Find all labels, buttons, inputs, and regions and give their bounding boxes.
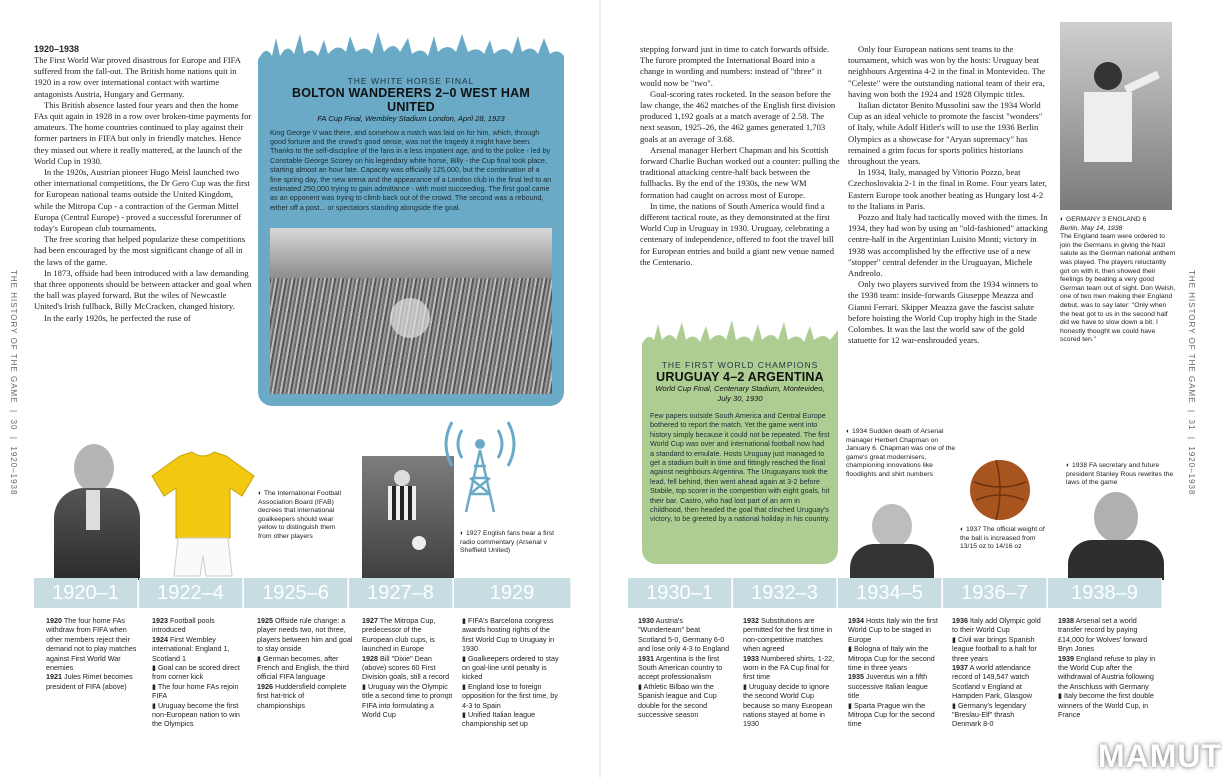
timeline-year: 1932–3 [733, 578, 837, 608]
paragraph: Only two players survived from the 1934 winners to the 1938 team: inside-forwards Giuseppe Meazza and Gianni Ferrari. Skipper Meazza gave the fascist salute before hoisting the World Cup trophy high in the Stade Colombes. It was the last the world saw of the gold statuette for 12 war-enshrouded years. [848, 279, 1038, 346]
box-kicker: THE WHITE HORSE FINAL [347, 76, 475, 86]
ifab-caption: ◐ The International Football Association Board (IFAB) decrees that international goalkeepers should wear yellow to distinguish them from other players [258, 490, 341, 540]
timeline-year: 1938–9 [1048, 578, 1162, 608]
timeline-events: 1936 Italy add Olympic gold to their World Cup ▮ Civil war brings Spanish league football to a halt for three years 1937 A world attendance record of 149,547 watch Scotland v England at Hampden Park, Glasgow ▮ Germany's legendary "Breslau-Elf" thrash Denmark 8-0 [952, 616, 1041, 729]
intro-column [34, 44, 252, 324]
caption-subtitle: Berlin, May 14, 1938 [1060, 224, 1123, 232]
germany-england-caption [1060, 216, 1176, 345]
radio-caption: ◐ 1927 English fans hear a first radio commentary (Arsenal v Sheffield United) [460, 530, 555, 555]
caption-title: ◐ GERMANY 3 ENGLAND 6 [1060, 216, 1147, 223]
box-title: URUGUAY 4–2 ARGENTINA [656, 370, 824, 384]
timeline-events: 1927 The Mitropa Cup, predecessor of the European club cups, is launched in Europe 1928 Bill "Dixie" Dean (above) scores 60 First Division goals, still a record ▮ Uruguay win the Olympic title a second time to prompt FIFA into formulating a World Cup [362, 616, 453, 720]
radio-mast-icon [440, 408, 520, 514]
box-kicker: THE FIRST WORLD CHAMPIONS [661, 360, 819, 370]
page-gutter [599, 0, 601, 778]
paragraph: Arsenal manager Herbert Chapman and his Scottish forward Charlie Buchan worked out a counter: pulling the traditional attacking centre-half back between the fullbacks. By the end of the 1930s, the new WM formation had caught on across most of Europe. [640, 144, 840, 200]
paragraph: In the 1920s, Austrian pioneer Hugo Meisl launched two other international competitions, the Dr Gero Cup was the first for European national teams outside the United Kingdom, while the Mitropa Cup - a contraction of the German Mittel Europa (Central Europe) - proved a successful forerunner of today's European club tournaments. [34, 167, 250, 234]
timeline-events: 1925 Offside rule change: a player needs two, not three, players between him and goal to stay onside ▮ German becomes, after French and English, the third official FIFA language 1926 Huddersfield complete first hat-trick of championships [257, 616, 353, 710]
box-text: Few papers outside South America and Central Europe bothered to report the match. Yet the game went into history simply because it could not be repeated. The first World Cup was over and international football now had a standard to emulate. Hosts Uruguay just managed to get a stadium built in time and fittingly reached the final against neighbours Argentina. The Uruguayans took the lead, fell behind, then went ahead again at 3-2 before Stabile, top scorer in the competition with eight goals, hit their bar. Castro, who had lost part of an arm in childhood, then headed the goal that clinched Uruguay's victory, to be greeted by a national holiday in his country. [650, 411, 830, 524]
timeline-year: 1920–1 [34, 578, 138, 608]
timeline-year: 1930–1 [628, 578, 732, 608]
timeline-year: 1936–7 [943, 578, 1047, 608]
timeline-events: 1930 Austria's "Wunderteam" beat Scotland 5-0, Germany 6-0 and lose only 4-3 to England 1931 Argentina is the first South American country to accept professionalism ▮ Athletic Bilbao win the Spanish league and Cup double for the second successive season [638, 616, 730, 720]
watermark: MAMUT [1098, 738, 1222, 774]
stanley-rous-photo [1066, 490, 1166, 578]
rous-caption: ◐ 1938 FA secretary and future president Stanley Rous rewrites the laws of the game [1066, 462, 1174, 487]
goalkeeper-shirt-icon [150, 452, 256, 578]
right-running-head: THE HISTORY OF THE GAME | 31 | 1920–1938 [1187, 270, 1196, 496]
paragraph: This British absence lasted four years and then the home FAs quit again in 1928 in a row over broken-time payments for amateurs. The home countries continued to play against their former partners in FIFA but only in friendly matches. Hence they missed out where it really mattered, at the launch of the World Cup in 1930. [34, 99, 252, 166]
paragraph: The First World War proved disastrous for Europe and FIFA suffered from the fall-out. The British home nations quit in 1920 in a row over international contact with wartime antagonists Austria, Hungary and Germany. [34, 55, 241, 99]
chapman-caption: ◐ 1934 Sudden death of Arsenal manager Herbert Chapman on January 6. Chapman was one of the game's great modernisers, championing innovations like floodlights and shirt numbers [846, 428, 956, 478]
timeline-year: 1934–5 [838, 578, 942, 608]
box-subtitle: FA Cup Final, Wembley Stadium London, April 28, 1923 [317, 114, 505, 123]
herbert-chapman-photo [846, 500, 938, 578]
box-subtitle: World Cup Final, Centenary Stadium, Montevideo, July 30, 1930 [655, 384, 825, 403]
timeline-events: ▮ FIFA's Barcelona congress awards hosting rights of the first World Cup to Uruguay in 1930 ▮ Goalkeepers ordered to stay on goal-line until penalty is kicked ▮ England lose to foreign opposition for the first time, by 4-3 to Spain ▮ Unified Italian league championship set up [462, 616, 559, 729]
timeline-events: 1932 Substitutions are permitted for the first time in non-competitive matches when agreed 1933 Numbered shirts, 1-22, worn in the FA Cup final for first time ▮ Uruguay decide to ignore the second World Cup because so many European nations stayed at home in 1930 [743, 616, 835, 729]
box-text: King George V was there, and somehow a match was laid on for him, which, through good fortune and the crowd's good sense, was not the tragedy it might have been. Thanks to the self-discipline of the fans in a less impatient age, and to the police - led by Constable George Scorey on his legendary white horse, Billy - the Cup final took place, starting almost an hour late. Capacity was officially 125,000, but the combination of a fine spring day, the new arena and the appearance of a London club in the final led to an estimated 250,000 trying to gain admittance - with most succeeding. The first goal came as an opponent was trying to climb back out of the crowd. The second was a rebound, either off a post... or spectators standing alongside the goal. [270, 127, 552, 212]
timeline-events: 1934 Hosts Italy win the first World Cup to be staged in Europe ▮ Bologna of Italy win the Mitropa Cup for the second time in three years 1935 Juventus win a fifth successive Italian league title ▮ Sparta Prague win the Mitropa Cup for the second time [848, 616, 938, 729]
leather-ball-icon [968, 458, 1032, 522]
caption-text: The England team were ordered to join the Germans in giving the Nazi salute as the German national anthem was played. The players reluctantly got on with it, then showed their feelings by beating a very good German team out of sight. Don Welsh, one of two men making their England debut, was to say later: "Only when the heat got to us in the second half did we have to slow down a bit. I honestly thought we could have scored ten." [1060, 233, 1176, 344]
jules-rimet-photo [46, 440, 144, 578]
offside-column [640, 44, 840, 268]
timeline-year: 1929 [454, 578, 571, 608]
paragraph: In time, the nations of South America would find a different tactical route, as they demonstrated at the first World Cup in Uruguay in 1930. Uruguay, celebrating a centenary of independence, offered to foot the travel bill for European entries and build a giant new venue named the Centenario. [640, 200, 835, 267]
paragraph: Pozzo and Italy had tactically moved with the times. In 1934, they had won by using an "old-fashioned" attacking centre-half in the Argentinian Luisito Monti; victory in 1938 was accomplished by the effective use of a new "stopper" central defender in the Uruguayan, Michele Andreolo. [848, 212, 1048, 279]
paragraph: Italian dictator Benito Mussolini saw the 1934 World Cup as an ideal vehicle to promote the fascist "wonders" of Italy, while Adolf Hitler's will to use the 1936 Berlin Olympics as a showcase for "Aryan supremacy" has remained a grim focus for sports politics historians throughout the years. [848, 100, 1043, 167]
crowd-photo [270, 228, 552, 394]
timeline-year: 1927–8 [349, 578, 453, 608]
section-heading: 1920–1938 [34, 44, 80, 54]
white-horse-final-box [258, 30, 564, 406]
world-cup-column [848, 44, 1050, 346]
paragraph: In 1934, Italy, managed by Vittorio Pozzo, beat Czechoslovakia 2-1 in the final in Rome. Four years later, Eastern Europe took another beating as Hungary lost 4-2 to the Italians in Paris. [848, 167, 1047, 211]
timeline-events: 1938 Arsenal set a world transfer record by paying £14,000 for Wolves' forward Bryn Jones 1939 England refuse to play in the World Cup after the withdrawal of Austria following the Anschluss with Germany ▮ Italy become the first double winners of the World Cup, in France [1058, 616, 1156, 720]
timeline-events: 1920 The four home FAs withdraw from FIFA when other members reject their demand not to play matches against First World War enemies 1921 Jules Rimet becomes president of FIFA (above) [46, 616, 137, 691]
left-running-head: THE HISTORY OF THE GAME | 30 | 1920–1938 [9, 270, 18, 496]
timeline-year: 1922–4 [139, 578, 243, 608]
box-title: BOLTON WANDERERS 2–0 WEST HAM UNITED [292, 86, 530, 114]
first-world-champions-box [642, 318, 838, 564]
timeline-events: 1923 Football pools introduced 1924 First Wembley international: England 1, Scotland 1 ▮ Goal can be scored direct from corner kick ▮ The four home FAs rejoin FIFA ▮ Uruguay become the first non-European nation to win the Olympics [152, 616, 240, 729]
paragraph: The free scoring that helped popularize these competitions had been encouraged by the most significant change of all in the laws of the game. [34, 234, 246, 267]
england-team-photo [1060, 22, 1172, 210]
paragraph: Goal-scoring rates rocketed. In the season before the law change, the 462 matches of the English first division produced 1,192 goals at a match average of 2.58. The next season, 1925–26, the 462 games generated 1,703 goals at an average of 3.68. [640, 88, 836, 144]
paragraph: Only four European nations sent teams to the tournament, which was won by the hosts: Uruguay beat neighbours Argentina 4-2 in the final in Montevideo. The "Celeste" were the outstanding national team of their era, having won both the 1924 and 1928 Olympic titles. [848, 44, 1046, 99]
crowd-silhouette-icon [642, 318, 838, 362]
paragraph: In the early 1920s, he perfected the ruse of [44, 312, 191, 323]
paragraph: In 1873, offside had been introduced with a law demanding that three opponents should be between attacker and goal when the ball was played forward. But the wiles of Newcastle United's Irish fullback, Billy McCracken, changed history. [34, 267, 252, 312]
timeline-year: 1925–6 [244, 578, 348, 608]
paragraph: stepping forward just in time to catch forwards offside. The furore prompted the International Board into a change in wording and numbers: instead of "three" it would now be "two". [640, 44, 830, 88]
ball-caption: ◐ 1937 The official weight of the ball is increased from 13/15 oz to 14/16 oz [960, 526, 1045, 551]
